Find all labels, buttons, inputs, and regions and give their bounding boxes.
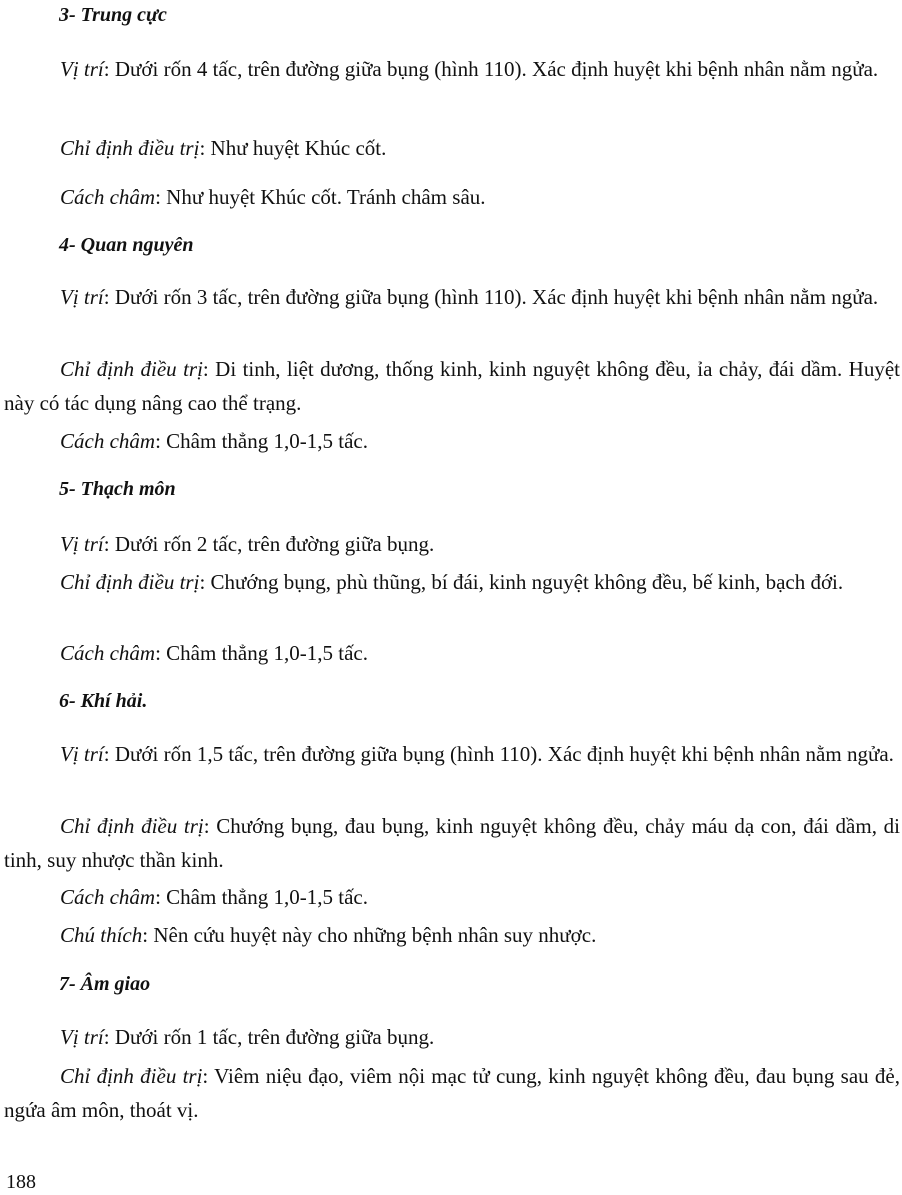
paragraph-text: Dưới rốn 4 tấc, trên đường giữa bụng (hình 110). Xác định huyệt khi bệnh nhân nằm ngửa. bbox=[114, 57, 879, 81]
paragraph-label: Vị trí bbox=[60, 1025, 104, 1049]
paragraph-text: Chướng bụng, đau bụng, kinh nguyệt không đều, chảy máu dạ con, đái dầm, di tinh, suy nhược thần kinh. bbox=[4, 814, 900, 872]
paragraph-label: Cách châm bbox=[60, 885, 156, 909]
paragraph-method bbox=[4, 636, 900, 670]
paragraph-label: Vị trí bbox=[60, 57, 104, 81]
paragraph-location bbox=[4, 527, 900, 561]
page-number: 188 bbox=[6, 1171, 36, 1193]
paragraph-text: Dưới rốn 1,5 tấc, trên đường giữa bụng (hình 110). Xác định huyệt khi bệnh nhân nằm ngửa. bbox=[114, 742, 894, 766]
paragraph-text: Châm thẳng 1,0-1,5 tấc. bbox=[166, 429, 368, 453]
paragraph-text: Dưới rốn 2 tấc, trên đường giữa bụng. bbox=[114, 532, 435, 556]
section-heading: 6- Khí hải. bbox=[59, 690, 148, 712]
paragraph-label: Vị trí bbox=[60, 532, 104, 556]
paragraph-label: Cách châm bbox=[60, 429, 156, 453]
paragraph-label: Chỉ định điều trị bbox=[60, 136, 200, 160]
label-separator: : bbox=[103, 285, 115, 309]
label-separator: : bbox=[203, 814, 217, 838]
paragraph-label: Chỉ định điều trị bbox=[60, 570, 200, 594]
paragraph-text: Như huyệt Khúc cốt. bbox=[210, 136, 387, 160]
paragraph-indication bbox=[4, 131, 900, 165]
paragraph-text: Di tinh, liệt dương, thống kinh, kinh nguyệt không đều, ỉa chảy, đái dầm. Huyệt này có tác dụng nâng cao thể trạng. bbox=[4, 357, 900, 415]
paragraph-indication bbox=[4, 565, 900, 599]
paragraph-text: Chướng bụng, phù thũng, bí đái, kinh nguyệt không đều, bế kinh, bạch đới. bbox=[210, 570, 844, 594]
paragraph-label: Chỉ định điều trị bbox=[60, 1064, 203, 1088]
paragraph-note bbox=[4, 918, 900, 952]
label-separator: : bbox=[103, 532, 115, 556]
section-heading: 4- Quan nguyên bbox=[59, 234, 194, 256]
section-heading: 7- Âm giao bbox=[59, 973, 151, 995]
section-heading: 3- Trung cực bbox=[59, 4, 167, 26]
label-separator: : bbox=[199, 136, 211, 160]
paragraph-label: Chỉ định điều trị bbox=[60, 814, 204, 838]
label-separator: : bbox=[155, 429, 167, 453]
label-separator: : bbox=[199, 570, 211, 594]
paragraph-label: Chỉ định điều trị bbox=[60, 357, 203, 381]
label-separator: : bbox=[103, 57, 115, 81]
label-separator: : bbox=[142, 923, 154, 947]
paragraph-text: Nên cứu huyệt này cho những bệnh nhân suy nhược. bbox=[153, 923, 597, 947]
paragraph-location bbox=[4, 737, 900, 771]
paragraph-method bbox=[4, 880, 900, 914]
paragraph-method bbox=[4, 180, 900, 214]
paragraph-label: Cách châm bbox=[60, 641, 156, 665]
label-separator: : bbox=[155, 185, 167, 209]
paragraph-text: Châm thẳng 1,0-1,5 tấc. bbox=[166, 641, 368, 665]
paragraph-location bbox=[4, 1020, 900, 1054]
label-separator: : bbox=[155, 885, 167, 909]
label-separator: : bbox=[202, 1064, 215, 1088]
paragraph-label: Vị trí bbox=[60, 742, 104, 766]
paragraph-text: Châm thẳng 1,0-1,5 tấc. bbox=[166, 885, 368, 909]
paragraph-label: Vị trí bbox=[60, 285, 104, 309]
paragraph-location bbox=[4, 280, 900, 314]
paragraph-indication bbox=[4, 809, 900, 877]
paragraph-method bbox=[4, 424, 900, 458]
paragraph-text: Dưới rốn 3 tấc, trên đường giữa bụng (hình 110). Xác định huyệt khi bệnh nhân nằm ngửa. bbox=[114, 285, 879, 309]
paragraph-location bbox=[4, 52, 900, 86]
paragraph-text: Như huyệt Khúc cốt. Tránh châm sâu. bbox=[166, 185, 486, 209]
label-separator: : bbox=[155, 641, 167, 665]
paragraph-label: Chú thích bbox=[60, 923, 143, 947]
section-heading: 5- Thạch môn bbox=[59, 478, 176, 500]
label-separator: : bbox=[103, 1025, 115, 1049]
paragraph-label: Cách châm bbox=[60, 185, 156, 209]
paragraph-text: Viêm niệu đạo, viêm nội mạc tử cung, kinh nguyệt không đều, đau bụng sau đẻ, ngứa âm môn, thoát vị. bbox=[4, 1064, 900, 1122]
label-separator: : bbox=[202, 357, 216, 381]
paragraph-text: Dưới rốn 1 tấc, trên đường giữa bụng. bbox=[114, 1025, 435, 1049]
paragraph-indication bbox=[4, 1059, 900, 1127]
label-separator: : bbox=[103, 742, 115, 766]
paragraph-indication bbox=[4, 352, 900, 420]
